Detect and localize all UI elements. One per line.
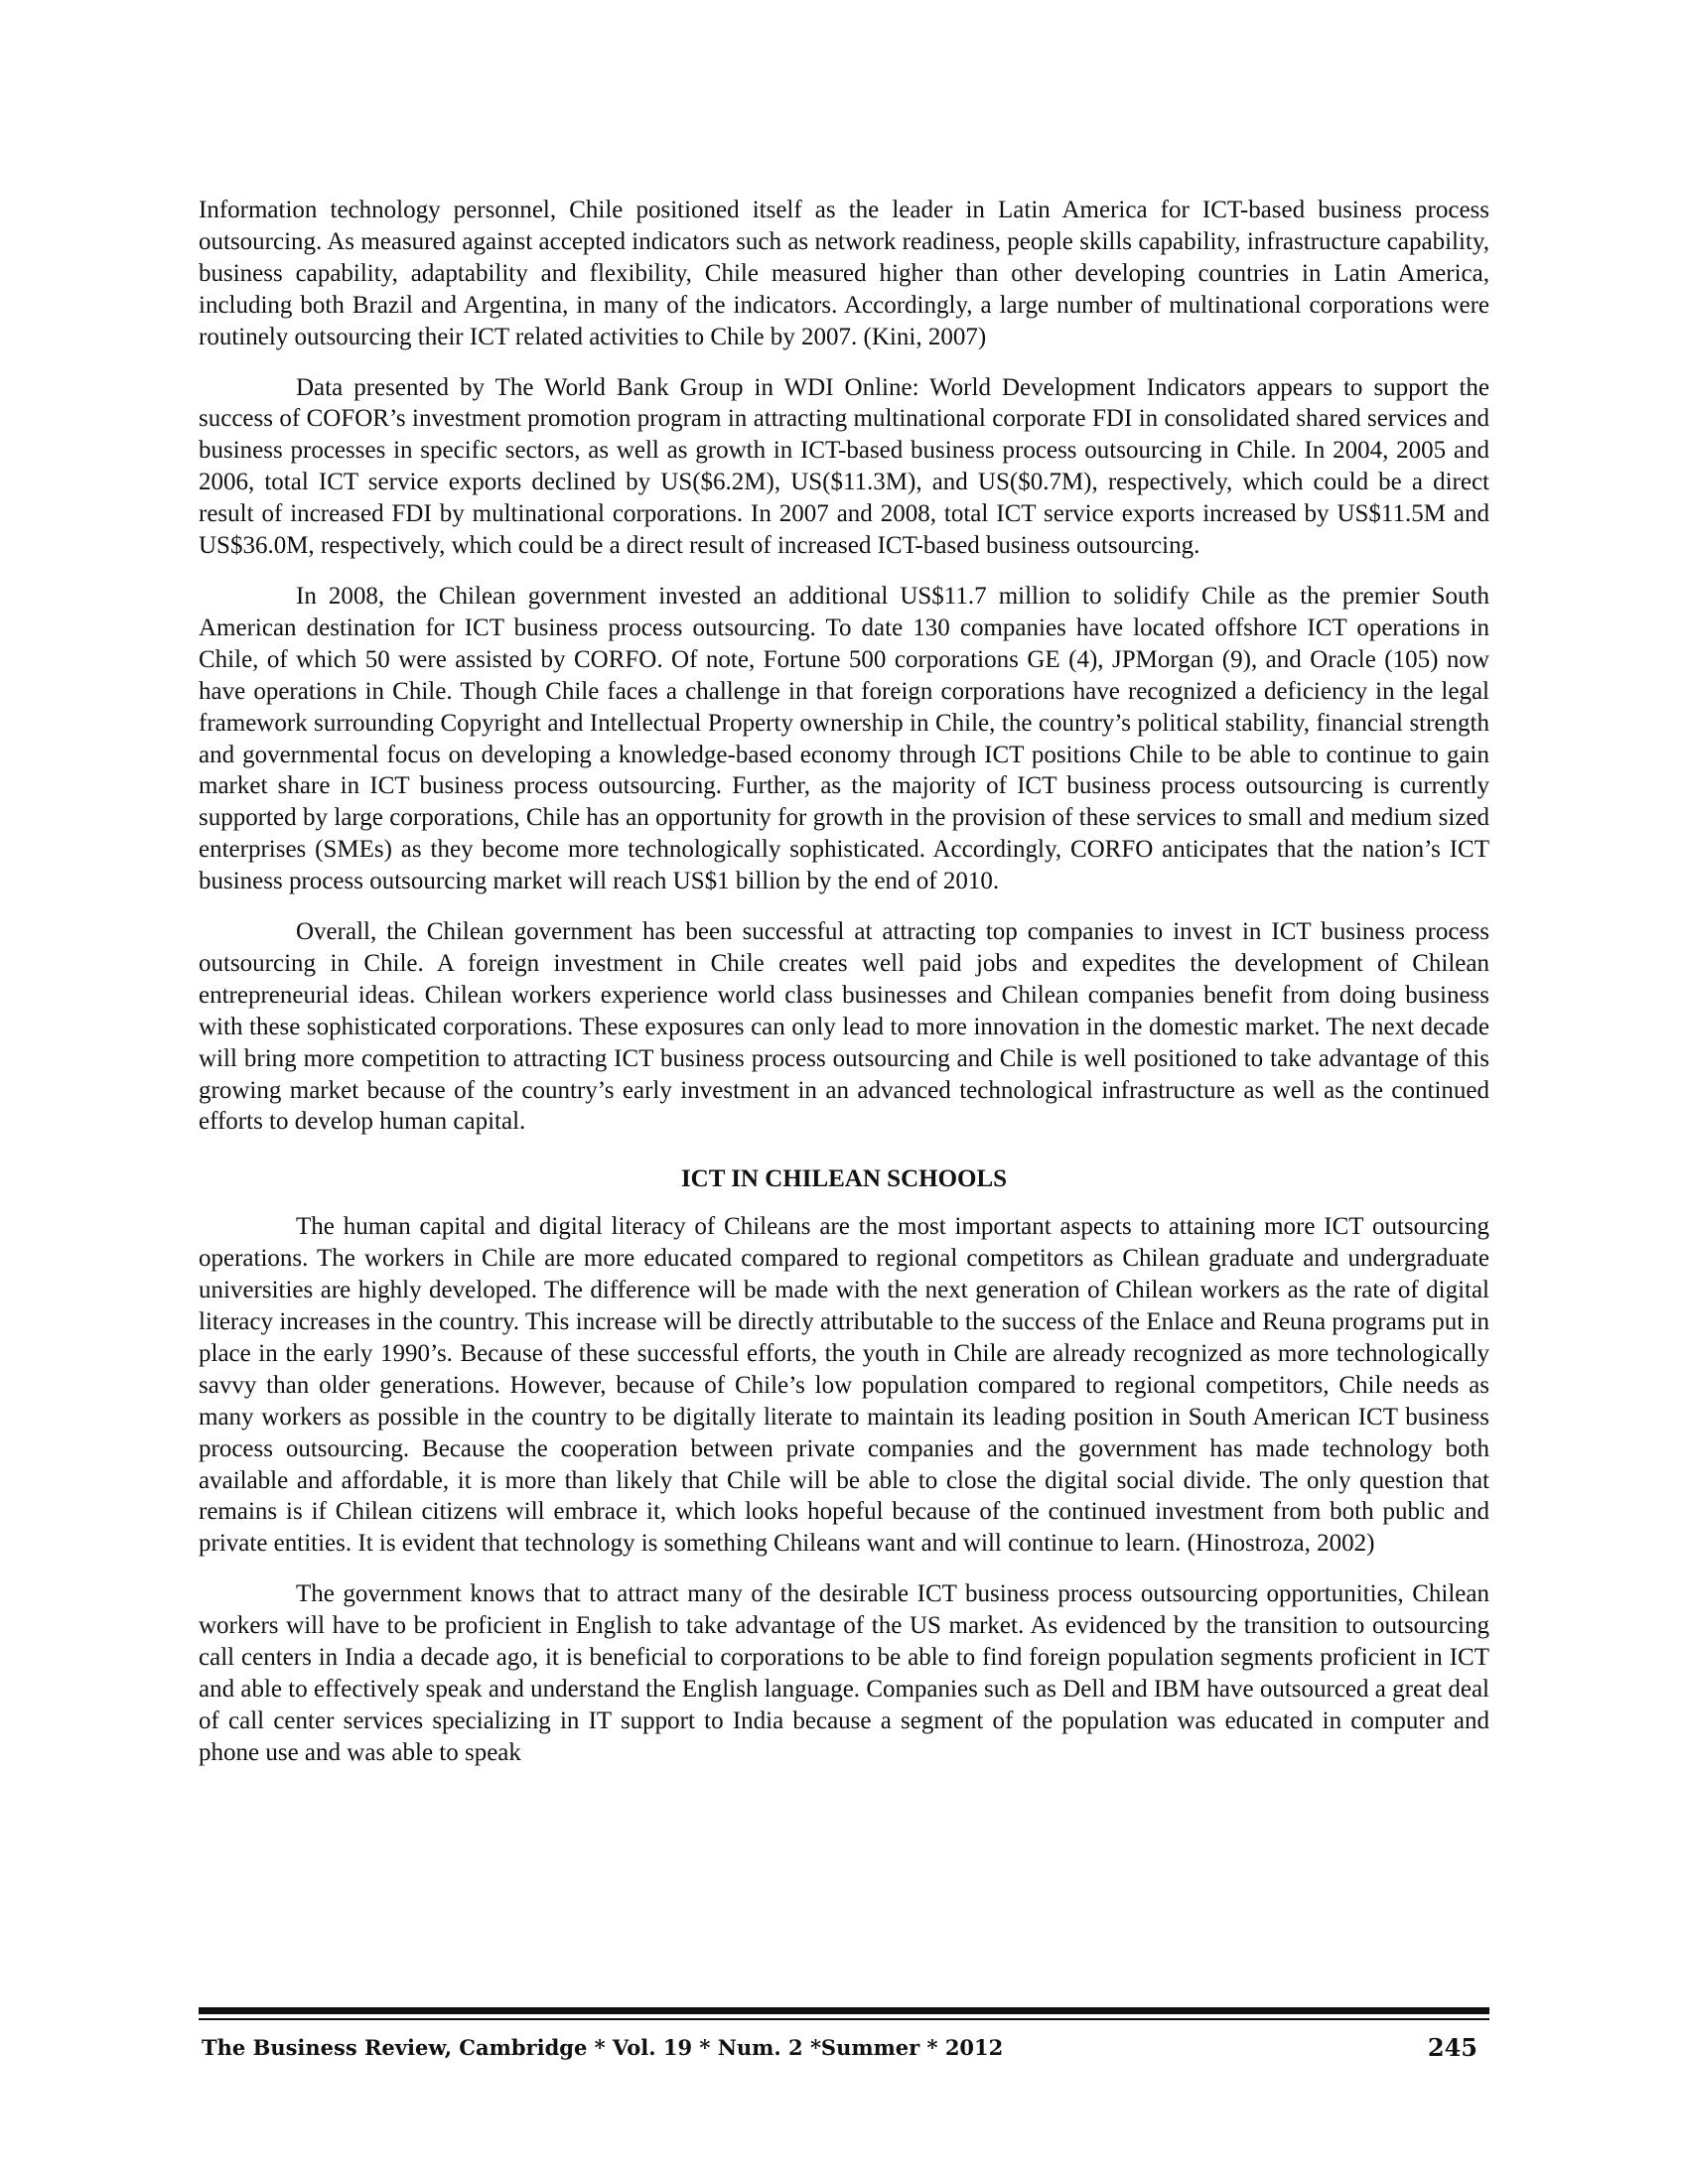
page-footer <box>199 2035 1489 2069</box>
page-number: 245 <box>1427 2033 1477 2062</box>
paragraph-human-capital: The human capital and digital literacy of Chileans are the most important aspects to attaining more ICT outsourcing operations. The workers in Chile are more educated compared to regional competitors as Chilean graduate and undergraduate universities are highly developed. The difference will be made with the next generation of Chilean workers as the rate of digital literacy increases in the country. This increase will be directly attributable to the success of the Enlace and Reuna programs put in place in the early 1990’s. Because of these successful efforts, the youth in Chile are already recognized as more technologically savvy than older generations. However, because of Chile’s low population compared to regional competitors, Chile needs as many workers as possible in the country to be digitally literate to maintain its leading position in South American ICT business process outsourcing. Because the cooperation between private companies and the government has made technology both available and affordable, it is more than likely that Chile will be able to close the digital social divide. The only question that remains is if Chilean citizens will embrace it, which looks hopeful because of the continued investment from both public and private entities. It is evident that technology is something Chileans want and will continue to learn. (Hinostroza, 2002) <box>199 1213 1489 1558</box>
paragraph-2008-investment: In 2008, the Chilean government invested an additional US$11.7 million to solidify Chile as the premier South American destination for ICT business process outsourcing. To date 130 companies have located offshore ICT operations in Chile, of which 50 were assisted by CORFO. Of note, Fortune 500 corporations GE (4), JPMorgan (9), and Oracle (105) now have operations in Chile. Though Chile faces a challenge in that foreign corporations have recognized a deficiency in the legal framework surrounding Copyright and Intellectual Property ownership in Chile, the country’s political stability, financial strength and governmental focus on developing a knowledge-based economy through ICT positions Chile to be able to continue to gain market share in ICT business process outsourcing. Further, as the majority of ICT business process outsourcing is currently supported by large corporations, Chile has an opportunity for growth in the provision of these services to small and medium sized enterprises (SMEs) as they become more technologically sophisticated. Accordingly, CORFO anticipates that the nation’s ICT business process outsourcing market will reach US$1 billion by the end of 2010. <box>199 582 1489 895</box>
paragraph-kini-chile-leader: Information technology personnel, Chile positioned itself as the leader in Latin America for ICT-based business process outsourcing. As measured against accepted indicators such as network readiness, people skills capability, infrastructure capability, business capability, adaptability and flexibility, Chile measured higher than other developing countries in Latin America, including both Brazil and Argentina, in many of the indicators. Accordingly, a large number of multinational corporations were routinely outsourcing their ICT related activities to Chile by 2007. (Kini, 2007) <box>199 197 1489 350</box>
page-body <box>199 195 1489 1788</box>
section-heading: ICT IN CHILEAN SCHOOLS <box>680 1165 1008 1193</box>
paragraph-world-bank-data: Data presented by The World Bank Group in WDI Online: World Development Indicators appears to support the success of COFOR’s investment promotion program in attracting multinational corporate FDI in consolidated shared services and business processes in specific sectors, as well as growth in ICT-based business process outsourcing in Chile. In 2004, 2005 and 2006, total ICT service exports declined by US($6.2M), US($11.3M), and US($0.7M), respectively, which could be a direct result of increased FDI by multinational corporations. In 2007 and 2008, total ICT service exports increased by US$11.5M and US$36.0M, respectively, which could be a direct result of increased ICT-based business outsourcing. <box>199 373 1489 560</box>
footer-rule-thin <box>199 2018 1489 2020</box>
footer-rule-thick <box>199 2007 1489 2014</box>
paragraph-english-proficiency: The government knows that to attract many of the desirable ICT business process outsourcing opportunities, Chilean workers will have to be proficient in English to take advantage of the US market. As evidenced by the transition to outsourcing call centers in India a decade ago, it is beneficial to corporations to be able to find foreign population segments proficient in ICT and able to effectively speak and understand the English language. Companies such as Dell and IBM have outsourced a great deal of call center services specializing in IT support to India because a segment of the population was educated in computer and phone use and was able to speak <box>199 1580 1489 1766</box>
journal-citation: The Business Review, Cambridge * Vol. 19 * Num. 2 *Summer * 2012 <box>202 2035 1004 2060</box>
paragraph-overall-success: Overall, the Chilean government has been successful at attracting top companies to invest in ICT business process outsourcing in Chile. A foreign investment in Chile creates well paid jobs and expedites the development of Chilean entrepreneurial ideas. Chilean workers experience world class businesses and Chilean companies benefit from doing business with these sophisticated corporations. These exposures can only lead to more innovation in the domestic market. The next decade will bring more competition to attracting ICT business process outsourcing and Chile is well positioned to take advantage of this growing market because of the country’s early investment in an advanced technological infrastructure as well as the continued efforts to develop human capital. <box>199 918 1489 1136</box>
